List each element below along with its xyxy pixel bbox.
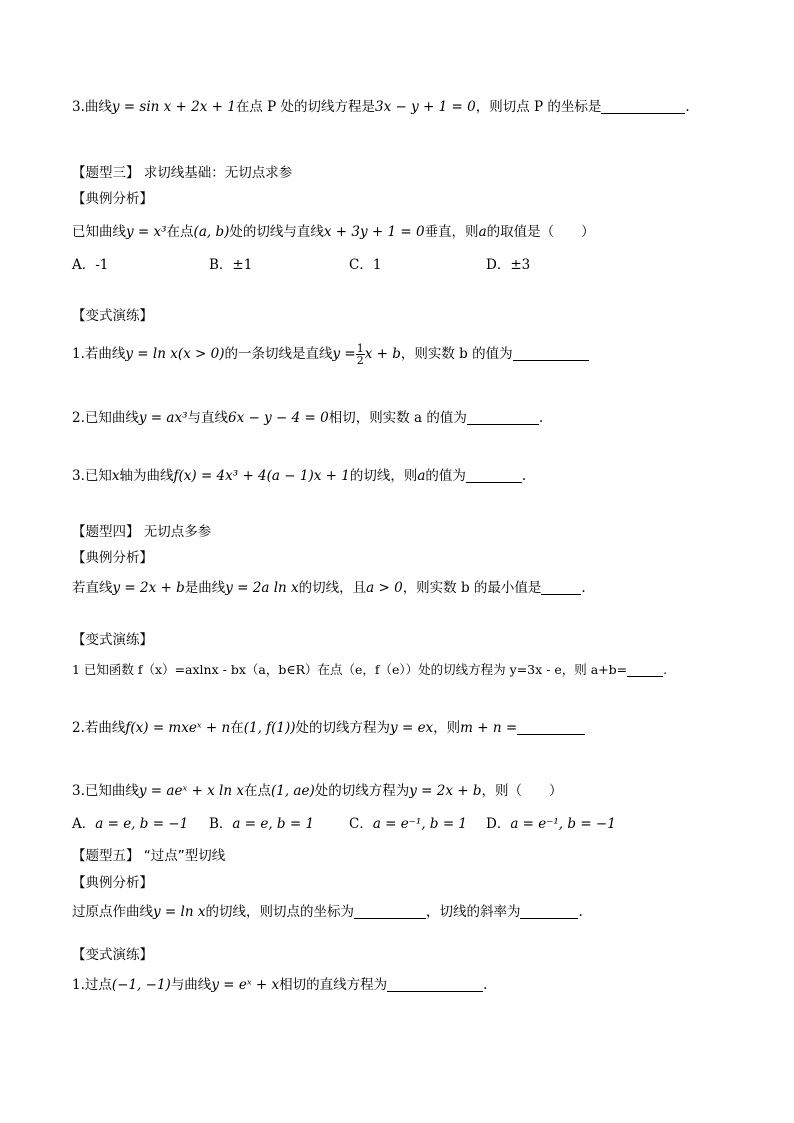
answer-blank[interactable]	[517, 720, 585, 735]
math: (a, b)	[193, 224, 230, 240]
variant-4-1	[72, 660, 667, 680]
text: 相切的直线方程为	[279, 977, 388, 993]
text: 的切线，则切点的坐标为	[205, 904, 354, 920]
math: a > 0	[366, 580, 403, 596]
text: .	[663, 662, 668, 677]
text: 处的切线方程为	[314, 783, 410, 799]
option-b[interactable]: B．±1	[209, 257, 253, 273]
text: 1.过点	[72, 977, 112, 993]
example-5-question	[72, 902, 583, 922]
section-5-example-label: 【典例分析】	[72, 875, 153, 891]
answer-blank[interactable]	[627, 662, 663, 677]
denominator: 2	[356, 354, 364, 367]
section-3-example-label: 【典例分析】	[72, 191, 153, 207]
math: y = 2x + b	[112, 580, 185, 596]
answer-blank[interactable]	[354, 904, 426, 919]
text: .	[578, 904, 583, 920]
math: (1, ae)	[270, 783, 315, 799]
text: 的一条切线是直线	[224, 346, 333, 362]
math: y = sin x + 2x + 1	[111, 99, 236, 115]
text: 2.若曲线	[72, 720, 126, 736]
answer-blank[interactable]	[513, 346, 589, 361]
text: .	[521, 468, 527, 484]
question-3-top	[72, 97, 690, 117]
label: D．	[486, 816, 511, 832]
text: .	[483, 977, 488, 993]
text: 若直线	[72, 580, 113, 596]
text: 的值为	[425, 468, 466, 484]
math: x	[111, 468, 120, 484]
variant-5-1	[72, 975, 487, 995]
text: 是曲线	[184, 580, 226, 596]
label: B．	[209, 816, 233, 832]
option-a[interactable]: A．-1	[72, 257, 109, 273]
section-4-example-label: 【典例分析】	[72, 550, 153, 566]
text: 与直线	[187, 410, 228, 426]
math: y = x³	[126, 224, 167, 240]
option-c[interactable]: C．1	[349, 257, 382, 273]
math: y = ln x	[153, 904, 206, 920]
example-4-question	[72, 578, 586, 598]
math: x + b	[364, 346, 401, 362]
answer-blank[interactable]	[520, 904, 578, 919]
math: y = 2a ln x	[225, 580, 299, 596]
math: y = eˣ + x	[211, 977, 280, 993]
math: x + 3y + 1 = 0	[323, 224, 425, 240]
text: 3.曲线	[72, 99, 112, 115]
option-d[interactable]	[486, 814, 616, 834]
section-5-title: 【题型五】 “过点”型切线	[72, 848, 226, 864]
math: a = e⁻¹, b = −1	[510, 816, 616, 832]
math: a	[478, 224, 487, 240]
text: .	[685, 99, 690, 115]
variant-3-1	[72, 343, 589, 366]
text: 轴为曲线	[119, 468, 174, 484]
text: 在	[230, 720, 244, 736]
variant-4-3	[72, 781, 562, 801]
math: y = aeˣ + x ln x	[138, 783, 244, 799]
text: 2.已知曲线	[72, 410, 139, 426]
math: 3x − y + 1 = 0	[375, 99, 476, 115]
variant-4-2	[72, 718, 585, 738]
variant-label-5: 【变式演练】	[72, 947, 153, 963]
answer-blank[interactable]	[467, 410, 539, 425]
text: 相切，则实数 a 的值为	[328, 410, 467, 426]
text: ，则（ ）	[481, 783, 563, 799]
label: A．	[72, 816, 96, 832]
answer-blank[interactable]	[466, 468, 522, 483]
variant-3-2	[72, 408, 543, 428]
math: y = ax³	[138, 410, 188, 426]
text: 1 已知函数 f（x）=axlnx - bx（a，b∈R）在点（e，f（e））处的切线方程为 y=3x - e，则 a+b=	[72, 662, 628, 677]
answer-blank[interactable]	[387, 977, 483, 992]
option-d[interactable]: D．±3	[486, 257, 531, 273]
math: m + n =	[460, 720, 518, 736]
math: y =	[332, 346, 356, 362]
math: f(x) = 4x³ + 4(a − 1)x + 1	[173, 468, 350, 484]
math: 6x − y − 4 = 0	[228, 410, 329, 426]
math: a = e⁻¹, b = 1	[372, 816, 468, 832]
text: ，则实数 b 的最小值是	[402, 580, 542, 596]
text: ，则实数 b 的值为	[400, 346, 513, 362]
label: C．	[349, 816, 373, 832]
option-a[interactable]	[72, 814, 188, 834]
text: 已知曲线	[72, 224, 126, 240]
math: (−1, −1)	[111, 977, 171, 993]
math: a	[417, 468, 426, 484]
math: y = ex	[390, 720, 434, 736]
section-3-title: 【题型三】 求切线基础：无切点求参	[72, 165, 293, 181]
math: y = ln x(x > 0)	[125, 346, 225, 362]
math: a = e, b = 1	[232, 816, 315, 832]
variant-label-3: 【变式演练】	[72, 308, 153, 324]
text: 处的切线与直线	[229, 224, 324, 240]
text: .	[581, 580, 586, 596]
text: 1.若曲线	[72, 346, 126, 362]
text: ，则	[433, 720, 461, 736]
variant-3-3	[72, 466, 526, 486]
text: 过原点作曲线	[72, 904, 153, 920]
text: 3.已知曲线	[72, 783, 139, 799]
example-3-question	[72, 222, 595, 242]
section-4-title: 【题型四】 无切点多参	[72, 524, 212, 540]
fraction	[356, 343, 365, 366]
text: ，则切点 P 的坐标是	[475, 99, 602, 115]
math: a = e, b = −1	[95, 816, 189, 832]
text: 垂直，则	[424, 224, 479, 240]
math: y = 2x + b	[409, 783, 482, 799]
numerator: 1	[356, 342, 364, 355]
answer-blank[interactable]	[601, 99, 685, 114]
text: 处的切线方程为	[295, 720, 391, 736]
variant-label-4: 【变式演练】	[72, 632, 153, 648]
text: 的切线，则	[349, 468, 418, 484]
text: 与曲线	[170, 977, 212, 993]
option-c[interactable]	[349, 814, 467, 834]
text: 在点	[243, 783, 271, 799]
text: 在点 P 处的切线方程是	[235, 99, 376, 115]
math: f(x) = mxeˣ + n	[125, 720, 231, 736]
text: 在点	[166, 224, 194, 240]
text: 的取值是（ ）	[486, 224, 595, 240]
text: .	[538, 410, 544, 426]
text: 的切线，且	[298, 580, 367, 596]
text: ，切线的斜率为	[425, 904, 521, 920]
math: (1, f(1))	[243, 720, 296, 736]
answer-blank[interactable]	[541, 580, 581, 595]
option-b[interactable]	[209, 814, 314, 834]
text: 3.已知	[72, 468, 112, 484]
